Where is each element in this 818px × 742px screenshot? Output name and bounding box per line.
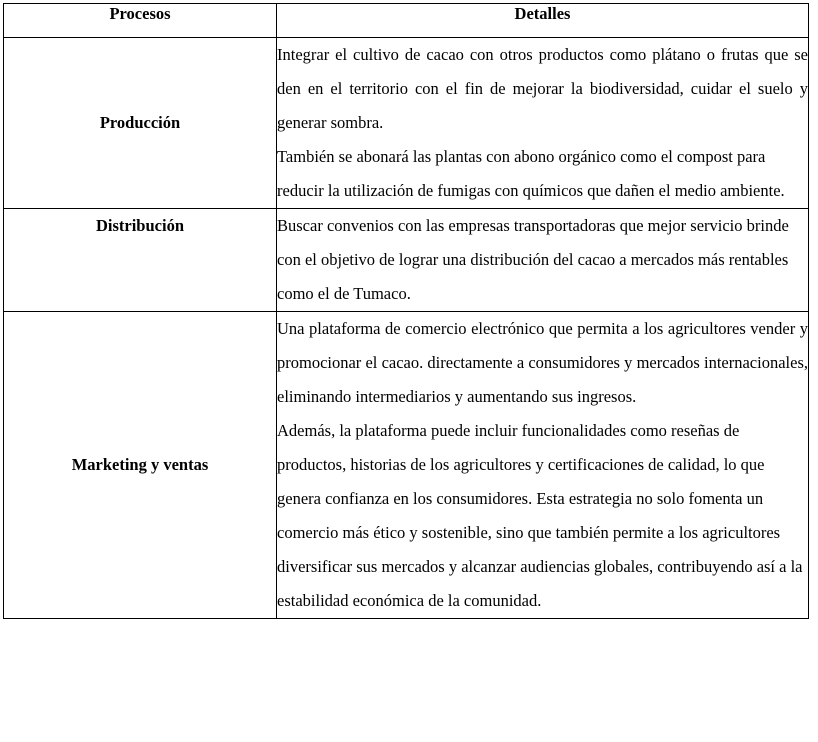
column-header-detalles: Detalles [277,4,809,38]
column-header-procesos: Procesos [4,4,277,38]
table-row [4,38,809,209]
detalle-cell-produccion [277,38,809,209]
detalle-paragraph: Buscar convenios con las empresas transportadoras que mejor servicio brinde con el objetivo de lograr una distribución del cacao a mercados más rentables como el de Tumaco. [277,216,789,303]
table-row [4,209,809,312]
proceso-label-distribucion: Distribución [4,209,277,312]
procesos-detalles-table [3,3,809,619]
detalle-paragraph: Además, la plataforma puede incluir funcionalidades como reseñas de productos, historias de los agricultores y certificaciones de calidad, lo que genera confianza en los consumidores. Esta estrategia no solo fomenta un comercio más ético y sostenible, sino que también permite a los agricultores diversificar sus mercados y alcanzar audiencias globales, contribuyendo así a la estabilidad económica de la comunidad. [277,421,803,610]
table-body [4,38,809,619]
detalle-paragraph: También se abonará las plantas con abono orgánico como el compost para reducir la utilización de fumigas con químicos que dañen el medio ambiente. [277,147,785,200]
detalle-cell-marketing [277,312,809,619]
detalle-cell-distribucion [277,209,809,312]
proceso-label-produccion: Producción [4,38,277,209]
table-row [4,312,809,619]
detalle-paragraph: Integrar el cultivo de cacao con otros productos como plátano o frutas que se den en el territorio con el fin de mejorar la biodiversidad, cuidar el suelo y generar sombra. [277,45,808,132]
proceso-label-marketing-y-ventas: Marketing y ventas [4,312,277,619]
table-header-row [4,4,809,38]
detalle-paragraph: Una plataforma de comercio electrónico que permita a los agricultores vender y promocionar el cacao. directamente a consumidores y mercados internacionales, eliminando intermediarios y aumentando sus ingresos. [277,319,808,406]
table-header [4,4,809,38]
